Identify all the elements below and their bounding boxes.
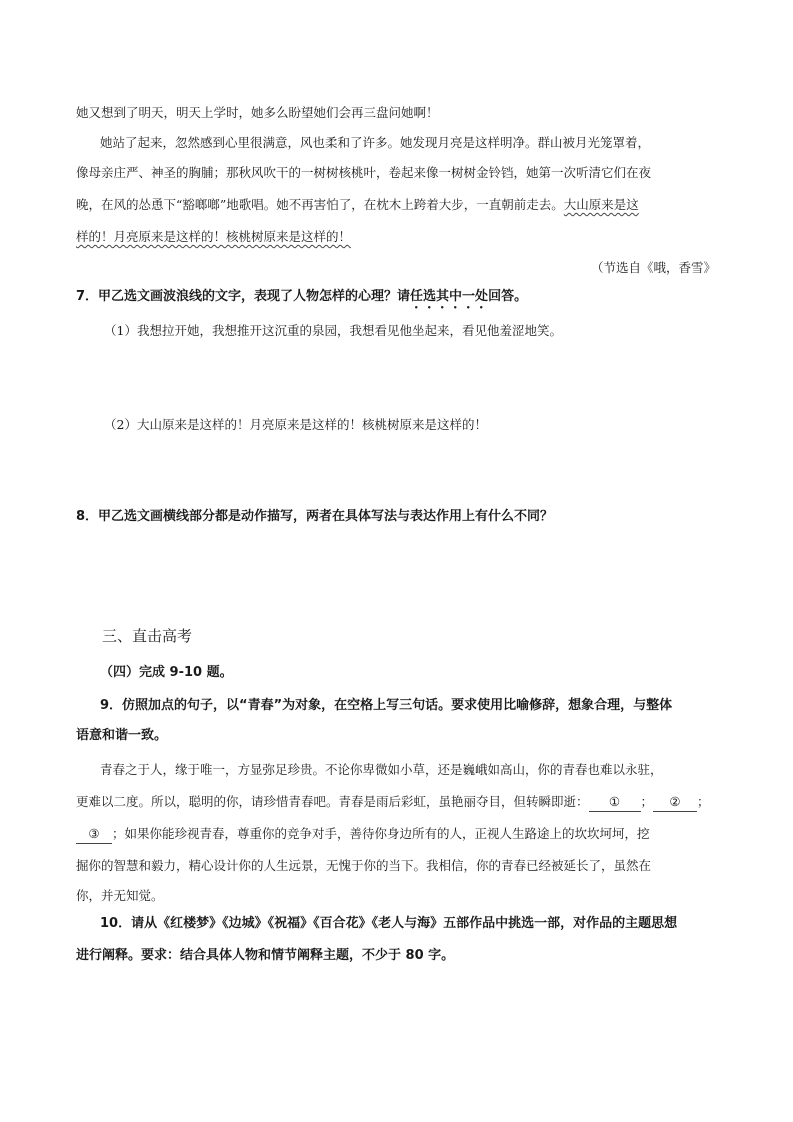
passage-line-2: 她站了起来，忽然感到心里很满意，风也柔和了许多。她发现月亮是这样明净。群山被月光笼罩着，: [100, 135, 651, 150]
passage-source: （节选自《哦，香雪》: [590, 260, 716, 275]
question-9-passage-4: 掘你的智慧和毅力，精心设计你的人生远景，无愧于你的当下。我相信，你的青春已经被延长了，虽然在: [76, 858, 652, 873]
question-7-item-2: （2）大山原来是这样的！月亮原来是这样的！核桃树原来是这样的！: [104, 417, 487, 432]
passage-line-4: 晚，在风的怂恿下“豁啷啷”地歌唱。她不再害怕了，在枕木上跨着大步，一直朝前走去。大山原来是这: [76, 197, 639, 212]
question-8-stem: 8．甲乙选文画横线部分都是动作描写，两者在具体写法与表达作用上有什么不同？: [76, 509, 554, 524]
passage-line-1: 她又想到了明天，明天上学时，她多么盼望她们会再三盘问她啊！: [76, 105, 439, 120]
question-9-stem-1: 9．仿照加点的句子，以“青春”为对象，在空格上写三句话。要求使用比喻修辞，想象合理，与整体: [100, 698, 673, 713]
question-9-stem-2: 语意和谐一致。: [76, 728, 168, 743]
question-9-passage-1: 青春之于人，缘于唯一，方显弥足珍贵。不论你卑微如小草，还是巍峨如高山，你的青春也难以永驻，: [100, 762, 663, 777]
question-7-stem: 7．甲乙选文画波浪线的文字，表现了人物怎样的心理？请任选其中一处回答。: [76, 289, 528, 304]
answer-blank-1[interactable]: ①: [589, 793, 641, 812]
dotted-emphasis: 任选其中一处: [410, 289, 489, 304]
question-9-passage-2: 更难以二度。所以，聪明的你，请珍惜青春吧。青春是雨后彩虹，虽艳丽夺目，但转瞬即逝： ① ； ② ；: [76, 793, 726, 812]
wavy-underline-text: 样的！月亮原来是这样的！核桃树原来是这样的！: [76, 229, 352, 244]
section-3-title: 三、直击高考: [102, 627, 193, 645]
answer-blank-2[interactable]: ②: [653, 793, 697, 812]
passage-line-3: 像母亲庄严、神圣的胸脯；那秋风吹干的一树树核桃叶，卷起来像一树树金铃铛，她第一次听清它们在夜: [76, 165, 652, 180]
passage-line-5: [76, 228, 726, 246]
question-10-stem-1: 10．请从《红楼梦》《边城》《祝福》《百合花》《老人与海》五部作品中挑选一部，对作品的主题思想: [100, 916, 678, 931]
section-3-subtitle: （四）完成 9-10 题。: [100, 665, 233, 680]
question-9-passage-5: 你，并无知觉。: [76, 888, 164, 903]
question-10-stem-2: 进行阐释。要求：结合具体人物和情节阐释主题，不少于 80 字。: [76, 948, 455, 963]
answer-blank-3[interactable]: ③: [76, 825, 112, 844]
question-9-passage-3: ③ ；如果你能珍视青春，尊重你的竞争对手，善待你身边所有的人，正视人生路途上的坎坎坷坷，挖: [76, 825, 726, 844]
question-7-item-1: （1）我想拉开她，我想推开这沉重的泉园，我想看见他坐起来，看见他羞涩地笑。: [104, 323, 562, 338]
wavy-underline-text: 大山原来是这: [563, 197, 639, 212]
